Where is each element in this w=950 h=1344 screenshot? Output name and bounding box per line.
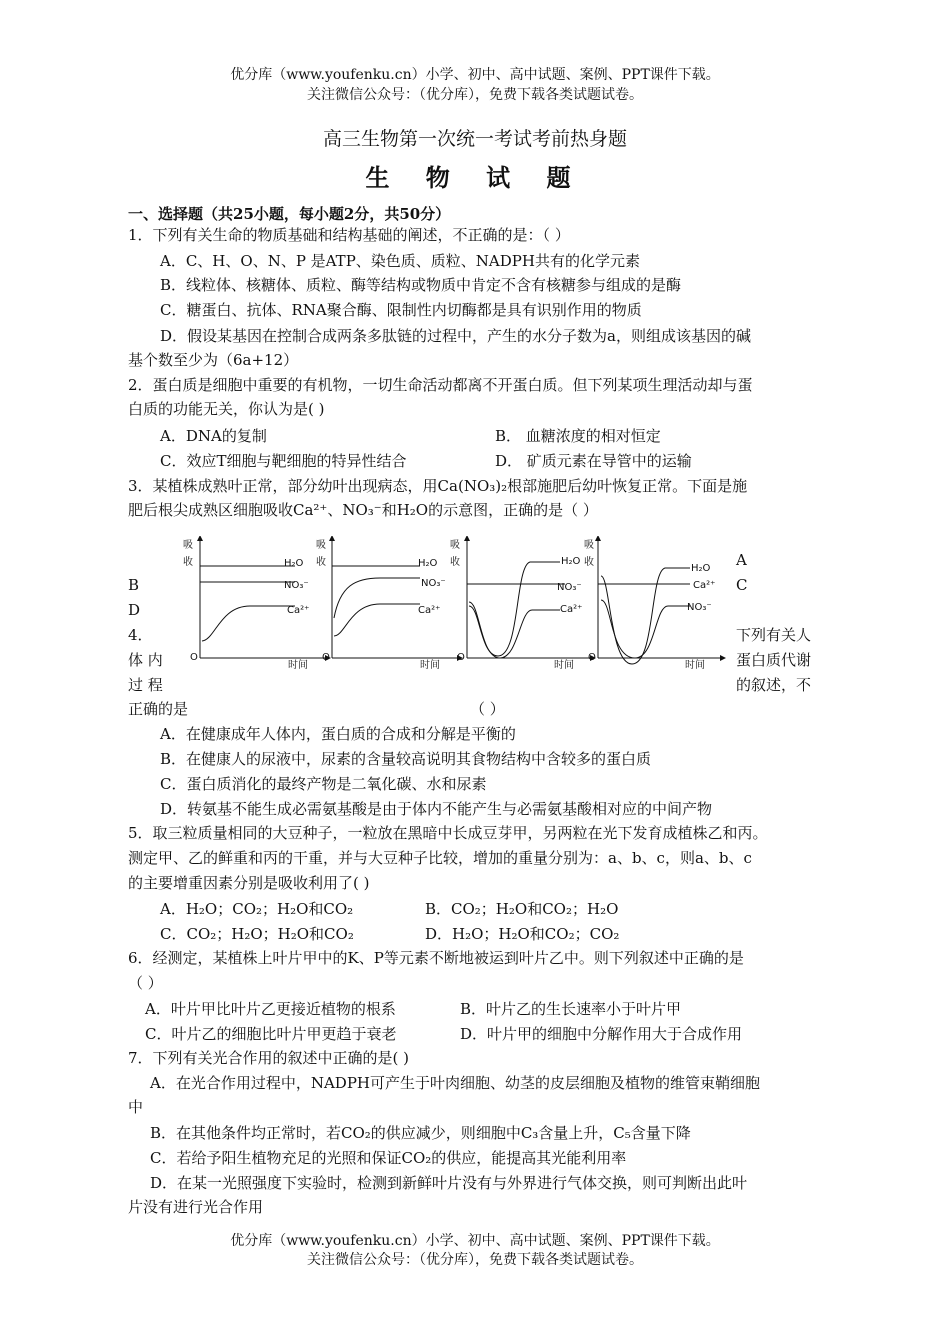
graph3-h2o-curve	[469, 562, 560, 656]
page-subtitle: 生 物 试 题	[365, 163, 585, 192]
q5-option-c: C．CO₂；H₂O；H₂O和CO₂	[160, 925, 354, 943]
graph2-ylabel-bottom: 收	[316, 557, 326, 568]
q6-option-a: A．叶片甲比叶片乙更接近植物的根系	[145, 1000, 396, 1018]
graph1-ylabel-top: 吸	[183, 540, 193, 551]
q6-stem-line1: 6．经测定，某植株上叶片甲中的K、P等元素不断地被运到叶片乙中。则下列叙述中正确的是	[128, 949, 744, 967]
q5-option-d: D．H₂O；H₂O和CO₂；CO₂	[425, 925, 620, 943]
q4-stem-end: 正确的是	[128, 700, 189, 718]
q7-option-a-line1: A．在光合作用过程中，NADPH可产生于叶肉细胞、幼茎的皮层细胞及植物的维管束鞘细胞	[150, 1074, 760, 1092]
graph3-no3-label: NO₃⁻	[557, 582, 582, 593]
q3-stem-line1: 3．某植株成熟叶正常，部分幼叶出现病态，用Ca(NO₃)₂根部施肥后幼叶恢复正常。下面是施	[128, 477, 748, 495]
q3-label-d: D	[128, 601, 141, 619]
q1-option-a: A．C、H、O、N、P 是ATP、染色质、质粒、NADPH共有的化学元素	[160, 252, 640, 270]
q3-label-c: C	[736, 576, 748, 594]
q6-option-b: B．叶片乙的生长速率小于叶片甲	[460, 1000, 682, 1018]
graph3-ca-label: Ca²⁺	[560, 604, 583, 615]
graph2-no3-curve	[334, 578, 420, 618]
graph1-ca-label: Ca²⁺	[287, 605, 310, 616]
graph3-xlabel: 时间	[554, 660, 574, 671]
q4-stem-left-1: 4．	[128, 626, 153, 644]
q4-answer-paren: （ ）	[470, 700, 505, 718]
q1-option-d-line2: 基个数至少为（6a+12）	[128, 351, 299, 369]
q2-stem-line1: 2．蛋白质是细胞中重要的有机物，一切生命活动都离不开蛋白质。但下列某项生理活动却与蛋	[128, 376, 753, 394]
graph4-xlabel: 时间	[685, 660, 705, 671]
q3-label-a: A	[736, 551, 747, 569]
q2-option-d: D． 矿质元素在导管中的运输	[495, 452, 692, 470]
q3-label-b: B	[128, 576, 140, 594]
section-heading: 一、选择题（共25小题，每小题2分，共50分）	[128, 205, 451, 223]
q4-option-c: C．蛋白质消化的最终产物是二氧化碳、水和尿素	[160, 775, 487, 793]
q2-option-a: A．DNA的复制	[160, 427, 267, 445]
q4-stem-left-3: 过 程	[128, 676, 163, 694]
graph2-ca-curve	[334, 604, 420, 636]
q6-option-c: C．叶片乙的细胞比叶片甲更趋于衰老	[145, 1025, 397, 1043]
graph1-ylabel-bottom: 收	[183, 557, 193, 568]
q4-option-a: A．在健康成年人体内，蛋白质的合成和分解是平衡的	[160, 725, 516, 743]
q7-option-d-line1: D．在某一光照强度下实验时，检测到新鲜叶片没有与外界进行气体交换，则可判断出此叶	[150, 1174, 748, 1192]
q6-option-d: D．叶片甲的细胞中分解作用大于合成作用	[460, 1025, 743, 1043]
graph1-no3-label: NO₃⁻	[284, 580, 309, 591]
q3-stem-line2: 肥后根尖成熟区细胞吸收Ca²⁺、NO₃⁻和H₂O的示意图，正确的是（ ）	[128, 501, 598, 519]
graph3-origin: O	[457, 652, 465, 663]
graph4-h2o-label: H₂O	[691, 563, 711, 574]
q5-option-a: A．H₂O；CO₂；H₂O和CO₂	[160, 900, 354, 918]
graph4-ca-label: Ca²⁺	[693, 580, 716, 591]
q7-option-b: B．在其他条件均正常时，若CO₂的供应减少，则细胞中C₃含量上升，C₅含量下降	[150, 1124, 691, 1142]
graph4-ylabel-bottom: 收	[584, 557, 594, 568]
q6-stem-line2: （ ）	[128, 974, 163, 992]
graph1-xlabel: 时间	[288, 660, 308, 671]
graph2-xlabel: 时间	[420, 660, 440, 671]
q4-option-b: B．在健康人的尿液中，尿素的含量较高说明其食物结构中含较多的蛋白质	[160, 750, 652, 768]
page-title: 高三生物第一次统一考试考前热身题	[322, 128, 627, 150]
q4-stem-left-2: 体 内	[128, 651, 163, 669]
graph3-h2o-label: H₂O	[561, 556, 581, 567]
q3-absorption-graphs	[180, 536, 735, 671]
footer-line-2: 关注微信公众号：（优分库），免费下载各类试题试卷。	[307, 1252, 643, 1268]
graph2-no3-label: NO₃⁻	[421, 578, 446, 589]
graph2-origin: O	[322, 652, 330, 663]
graph4-no3-curve	[601, 600, 690, 658]
q4-stem-right-3: 的叙述，不	[736, 676, 812, 694]
q2-option-c: C．效应T细胞与靶细胞的特异性结合	[160, 452, 407, 470]
graph3-ylabel-bottom: 收	[450, 557, 460, 568]
q2-option-b: B． 血糖浓度的相对恒定	[495, 427, 661, 445]
q5-stem-line1: 5．取三粒质量相同的大豆种子，一粒放在黑暗中长成豆芽甲，另两粒在光下发育成植株乙和丙。	[128, 824, 768, 842]
q1-option-c: C．糖蛋白、抗体、RNA聚合酶、限制性内切酶都是具有识别作用的物质	[160, 301, 642, 319]
footer-line-1: 优分库（www.youfenku.cn）小学、初中、高中试题、案例、PPT课件下载。	[230, 1233, 720, 1249]
graph2-h2o-label: H₂O	[418, 558, 438, 569]
q5-option-b: B．CO₂；H₂O和CO₂；H₂O	[425, 900, 619, 918]
q2-stem-line2: 白质的功能无关，你认为是( )	[128, 400, 325, 418]
q4-stem-right-2: 蛋白质代谢	[736, 651, 812, 669]
q7-option-d-line2: 片没有进行光合作用	[128, 1198, 264, 1216]
graph4-no3-label: NO₃⁻	[687, 602, 712, 613]
graph1-ca-curve	[202, 606, 295, 641]
graph2-ca-label: Ca²⁺	[418, 605, 441, 616]
q1-option-b: B．线粒体、核糖体、质粒、酶等结构或物质中肯定不含有核糖参与组成的是酶	[160, 276, 682, 294]
header-line-2: 关注微信公众号：（优分库），免费下载各类试题试卷。	[307, 87, 643, 103]
q1-option-d-line1: D．假设某基因在控制合成两条多肽链的过程中，产生的水分子数为a，则组成该基因的碱	[160, 327, 751, 345]
q4-stem-right-1: 下列有关人	[736, 626, 812, 644]
q7-option-c: C．若给予阳生植物充足的光照和保证CO₂的供应，能提高其光能利用率	[150, 1149, 627, 1167]
header-line-1: 优分库（www.youfenku.cn）小学、初中、高中试题、案例、PPT课件下载。	[230, 67, 720, 83]
graph1-origin: O	[190, 652, 198, 663]
graph4-h2o-curve	[601, 568, 690, 664]
graph3-ylabel-top: 吸	[450, 540, 460, 551]
graph1-h2o-label: H₂O	[284, 558, 304, 569]
q5-stem-line2: 测定甲、乙的鲜重和丙的干重，并与大豆种子比较，增加的重量分别为：a、b、c，则a、b、c	[128, 849, 752, 867]
q4-option-d: D．转氨基不能生成必需氨基酸是由于体内不能产生与必需氨基酸相对应的中间产物	[160, 800, 713, 818]
graph4-origin: O	[588, 652, 596, 663]
graph4-ylabel-top: 吸	[584, 540, 594, 551]
q1-stem: 1．下列有关生命的物质基础和结构基础的阐述，不正确的是：（ ）	[128, 226, 570, 244]
q7-stem: 7．下列有关光合作用的叙述中正确的是( )	[128, 1049, 410, 1067]
q5-stem-line3: 的主要增重因素分别是吸收利用了( )	[128, 874, 370, 892]
graph2-ylabel-top: 吸	[316, 540, 326, 551]
graph3-ca-curve	[469, 602, 560, 658]
q7-option-a-line2: 中	[128, 1098, 144, 1116]
